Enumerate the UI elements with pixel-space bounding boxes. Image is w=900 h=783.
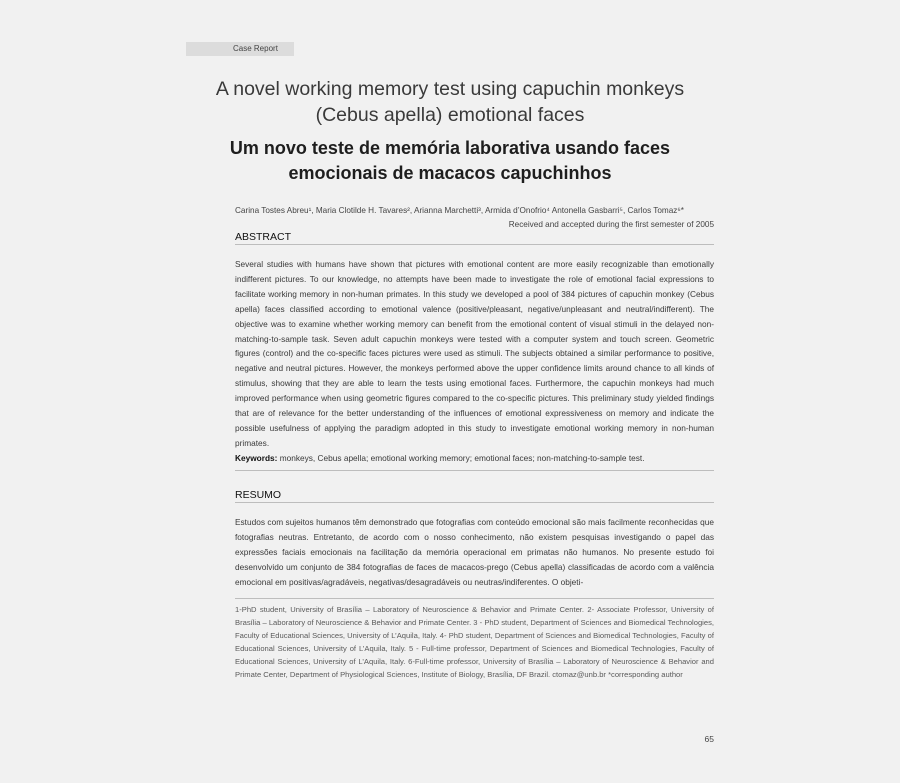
resumo-text: Estudos com sujeitos humanos têm demonstrado que fotografias com conteúdo emocional são mais facilmente reconhecidas que fotografias neutras. Entretanto, de acordo com o nosso conhecimento, não existem pesquisas investigando o papel das expressões faciais emocionais na facilitação da memória operacional em primatas não humanos. No presente estudo foi desenvolvido um conjunto de 384 fotografias de faces de macacos-prego (Cebus apella) classificadas de acordo com a valência emocional em positivas/agradáveis, negativas/desagradáveis ou neutras/indiferentes. O objeti-: [235, 517, 714, 587]
resumo-heading: RESUMO: [235, 489, 282, 501]
keywords-label: Keywords:: [235, 453, 278, 463]
author-affiliations-footnote: 1-PhD student, University of Brasília – Laboratory of Neuroscience & Behavior and Primate Center. 2- Associate Professor, University of Brasília – Laboratory of Neuroscience & Behavior and Primate Center. 3 - PhD student, Department of Sciences and Biomedical Technologies, Faculty of Educational Sciences, University of L’Aquila, Italy. 4- PhD student, Department of Sciences and Biomedical Technologies, Faculty of Educational Sciences, University of L’Aquila, Italy. 5 - Full-time professor, Department of Sciences and Biomedical Technologies, Faculty of Educational Sciences, University of L’Aquila, Italy. 6-Full-time professor, University of Brasília – Laboratory of Neuroscience & Behavior and Primate Center, Department of Physiological Sciences, Institute of Biology, Brasília, DF Brazil. ctomaz@unb.br *corresponding author: [235, 605, 714, 680]
received-date: Received and accepted during the first semester of 2005: [508, 220, 714, 229]
section-label: Case Report: [186, 42, 294, 56]
divider: [235, 470, 714, 471]
title-english: A novel working memory test using capuchin monkeys (Cebus apella) emotional faces: [215, 78, 685, 126]
keywords-text: monkeys, Cebus apella; emotional working memory; emotional faces; non-matching-to-sample test.: [277, 453, 645, 463]
abstract-heading: ABSTRACT: [235, 231, 292, 243]
footnote-divider: [235, 598, 714, 599]
title-portuguese: Um novo teste de memória laborativa usando faces emocionais de macacos capuchinhos: [229, 138, 671, 183]
keywords: [235, 453, 714, 463]
author-list: Carina Tostes Abreu¹, Maria Clotilde H. Tavares², Arianna Marchetti³, Armida d’Onofrio⁴ Antonella Gasbarri⁵, Carlos Tomaz⁶*: [235, 206, 684, 215]
divider: [235, 502, 714, 503]
abstract-text: Several studies with humans have shown that pictures with emotional content are more easily recognizable than emotionally indifferent pictures. To our knowledge, no attempts have been made to investigate the role of emotional facial expressions to facilitate working memory in non-human primates. In this study we developed a pool of 384 pictures of capuchin monkey (Cebus apella) faces classified according to emotional valence (positive/pleasant, negative/unpleasant and neutral/indifferent). The objective was to examine whether working memory can benefit from the emotional content of visual stimuli in the delayed non-matching-to-sample task. Seven adult capuchin monkeys were tested with a computer system and touch screen. Geometric figures (control) and the co-specific faces pictures were used as stimuli. The subjects obtained a similar performance to positive, negative and neutral pictures. However, the monkeys performed above the upper confidence limits around chance to all kinds of stimulus, showing that they are able to learn the tests using emotional faces. Furthermore, the capuchin monkeys had much improved performance when using geometric figures compared to the co-specific pictures. This preliminary study yielded findings that are of relevance for the better understanding of the influences of emotional expressiveness on memory and indicate the possible usefulness of applying the paradigm adopted in this study to investigate emotional working memory in non-human primates.: [235, 259, 714, 448]
divider: [235, 244, 714, 245]
page-number: 65: [704, 734, 714, 744]
